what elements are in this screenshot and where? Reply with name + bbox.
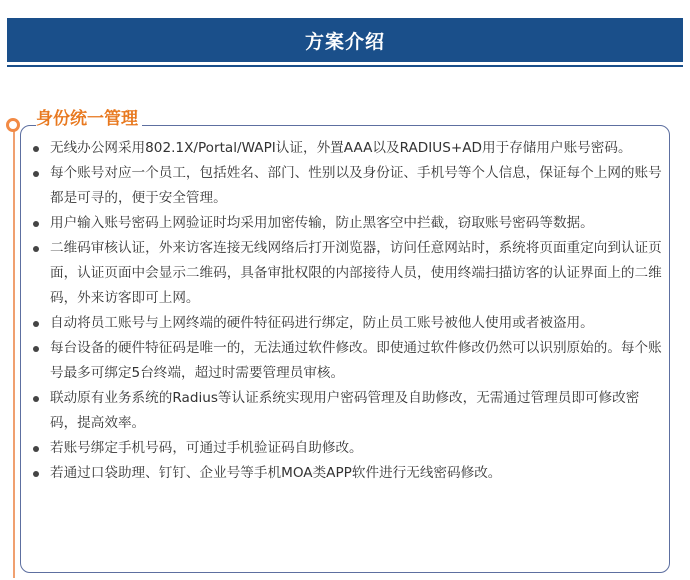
list-item: [30, 311, 664, 336]
list-item-text: 若通过口袋助理、钉钉、企业号等手机MOA类APP软件进行无线密码修改。: [50, 465, 502, 481]
list-item-text: 每个账号对应一个员工，包括姓名、部门、性别以及身份证、手机号等个人信息，保证每个上网的账号都是可寻的，便于安全管理。: [50, 165, 662, 206]
list-item-text: 二维码审核认证，外来访客连接无线网络后打开浏览器，访问任意网站时，系统将页面重定向到认证页面，认证页面中会显示二维码，具备审批权限的内部接待人员，使用终端扫描访客的认证界面上的二维码，外来访客即可上网。: [50, 240, 662, 306]
list-item: [30, 136, 664, 161]
list-item: [30, 211, 664, 236]
bullet-icon: [33, 346, 39, 352]
list-item: [30, 336, 664, 386]
timeline-dot-icon: [6, 118, 20, 132]
bullet-icon: [33, 146, 39, 152]
list-item: [30, 436, 664, 461]
list-item-text: 联动原有业务系统的Radius等认证系统实现用户密码管理及自助修改，无需通过管理员即可修改密码，提高效率。: [50, 390, 640, 431]
list-item: [30, 161, 664, 211]
bullet-icon: [33, 171, 39, 177]
section-title: 身份统一管理: [36, 106, 142, 132]
list-item-text: 用户输入账号密码上网验证时均采用加密传输，防止黑客空中拦截，窃取账号密码等数据。: [50, 215, 594, 231]
list-item-text: 每台设备的硬件特征码是唯一的，无法通过软件修改。即使通过软件修改仍然可以识别原始的。每个账号最多可绑定5台终端，超过时需要管理员审核。: [50, 340, 662, 381]
banner-title: 方案介绍: [304, 30, 385, 53]
feature-list: [30, 136, 664, 486]
bullet-icon: [33, 471, 39, 477]
timeline-line: [13, 126, 15, 578]
bullet-icon: [33, 221, 39, 227]
bullet-icon: [33, 321, 39, 327]
banner-underline: [7, 65, 683, 67]
bullet-icon: [33, 396, 39, 402]
list-item-text: 自动将员工账号与上网终端的硬件特征码进行绑定，防止员工账号被他人使用或者被盗用。: [50, 315, 594, 331]
page-banner: [7, 18, 683, 62]
bullet-icon: [33, 446, 39, 452]
list-item: [30, 236, 664, 311]
list-item: [30, 386, 664, 436]
bullet-icon: [33, 246, 39, 252]
list-item-text: 无线办公网采用802.1X/Portal/WAPI认证，外置AAA以及RADIUS+AD用于存储用户账号密码。: [50, 140, 632, 156]
list-item: [30, 461, 664, 486]
list-item-text: 若账号绑定手机号码，可通过手机验证码自助修改。: [50, 440, 363, 456]
